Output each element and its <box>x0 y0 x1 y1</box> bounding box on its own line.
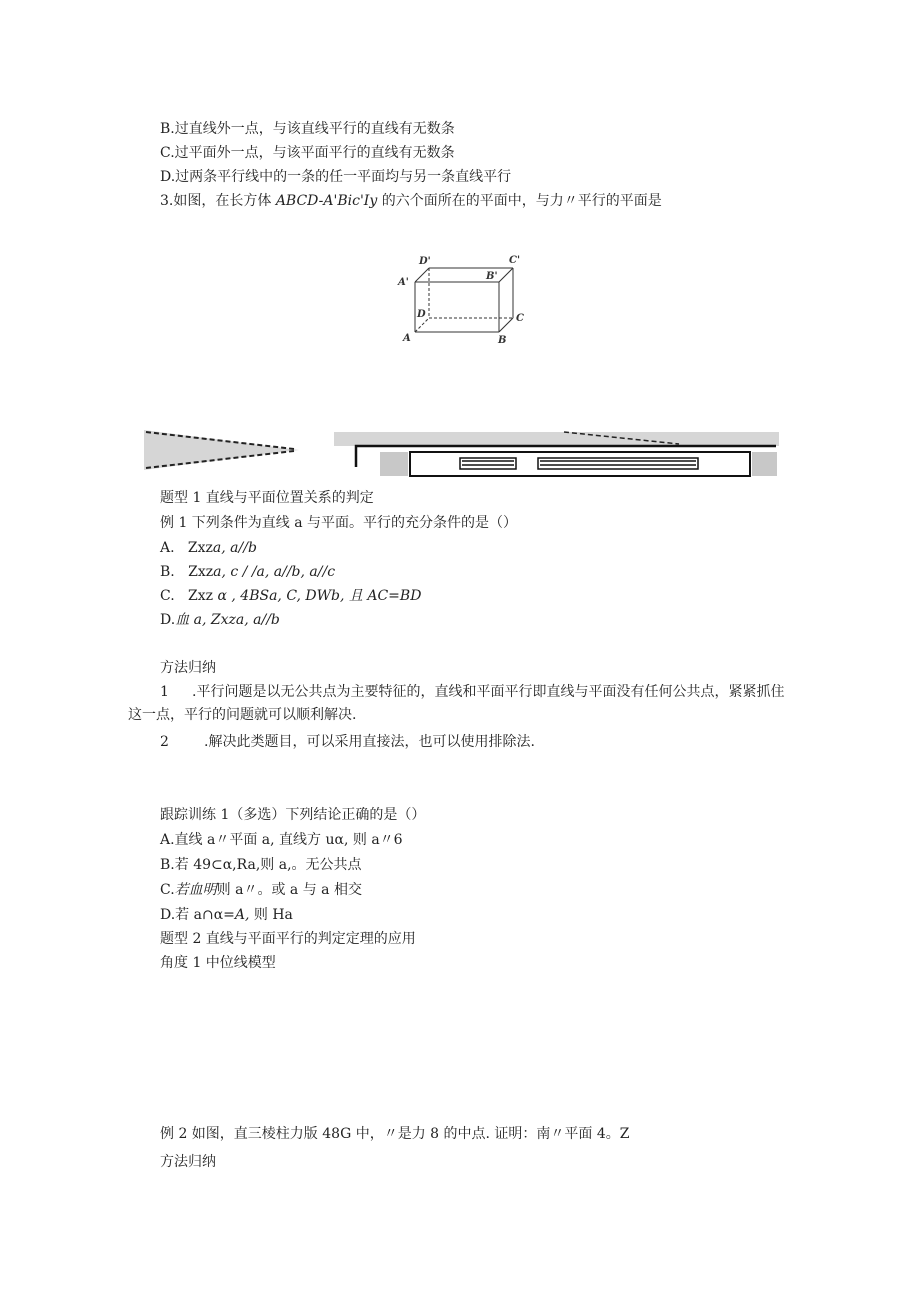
banner-left-wedge <box>144 430 299 470</box>
section-1-title: 题型 1 直线与平面位置关系的判定 <box>160 490 374 506</box>
example-1: 例 1 下列条件为直线 a 与平面。平行的充分条件的是（） <box>160 515 518 531</box>
label-a-prime: A' <box>398 277 409 288</box>
label-a: A <box>403 333 411 344</box>
method-1-title: 方法归纳 <box>160 660 216 676</box>
method-1-item-2 <box>128 731 788 754</box>
edge-bc <box>499 318 513 332</box>
option-expression: α , 4BSa, C, DWb, 且 AC=BD <box>217 588 422 604</box>
banner-right-block <box>752 452 777 476</box>
option-d-italic: A, <box>234 907 250 923</box>
option-lead: Zxz <box>187 540 213 556</box>
example-2: 例 2 如图，直三棱柱力版 48G 中，〃是力 8 的中点. 证明：南〃平面 4。Z <box>160 1126 630 1142</box>
banner-small-bar <box>460 458 516 469</box>
training-1-option-b: B.若 49⊂α,Ra,则 a,。无公共点 <box>160 857 362 873</box>
option-lead: Zxz <box>188 588 218 604</box>
example-1-option-b <box>160 563 335 581</box>
label-c: C <box>516 313 524 324</box>
option-label: A. <box>160 540 175 556</box>
option-expression: a, a//b <box>212 540 257 556</box>
edge-a1d1 <box>415 268 429 282</box>
option-label: D. <box>160 612 176 628</box>
option-b-top: B.过直线外一点，与该直线平行的直线有无数条 <box>160 121 455 137</box>
option-lead: Zxz <box>188 564 214 580</box>
label-c-prime: C' <box>509 255 521 266</box>
training-1-option-d <box>160 906 293 924</box>
label-d: D <box>417 309 426 320</box>
edge-b1c1 <box>499 268 513 282</box>
example-1-option-c <box>160 587 421 605</box>
banner-top-band <box>334 432 779 446</box>
option-c-italic: 若血明 <box>174 882 217 898</box>
label-b: B <box>498 335 507 346</box>
option-expression: a, c / /a, a//b, a//c <box>213 564 336 580</box>
example-1-option-a <box>160 539 257 557</box>
angle-1-title: 角度 1 中位线模型 <box>160 955 276 971</box>
training-1-option-c <box>160 881 362 899</box>
option-expression: 血 a, Zxza, a//b <box>175 612 280 628</box>
option-d-post: 则 Ha <box>249 907 293 923</box>
q3-suffix: 的六个面所在的平面中，与力〃平行的平面是 <box>377 193 662 209</box>
method-2-title: 方法归纳 <box>160 1154 216 1170</box>
banner-left-block <box>380 452 408 476</box>
q3-prefix: 3.如图，在长方体 <box>160 193 276 209</box>
option-c-top: C.过平面外一点，与该平面平行的直线有无数条 <box>160 145 455 161</box>
question-3 <box>160 192 662 210</box>
option-label: C. <box>160 588 175 604</box>
cuboid-figure <box>395 250 535 350</box>
option-c-pre: C. <box>160 882 175 898</box>
item-number: 2 <box>160 734 169 750</box>
label-d-prime: D' <box>419 256 431 267</box>
option-label: B. <box>160 564 175 580</box>
option-d-pre: D.若 a∩α= <box>160 907 235 923</box>
section-2-title: 题型 2 直线与平面平行的判定定理的应用 <box>160 931 416 947</box>
training-1-title: 跟踪训练 1（多选）下列结论正确的是（） <box>160 807 426 823</box>
option-d-top: D.过两条平行线中的一条的任一平面均与另一条直线平行 <box>160 169 512 185</box>
item-number: 1 <box>160 684 169 700</box>
decorative-banner <box>144 420 779 480</box>
example-1-option-d <box>160 611 280 629</box>
label-b-prime: B' <box>486 271 498 282</box>
edge-ad <box>415 318 429 332</box>
option-c-post: 则 a〃。或 a 与 a 相交 <box>216 882 362 898</box>
item-text: .平行问题是以无公共点为主要特征的，直线和平面平行即直线与平面没有任何公共点，紧紧抓住这一点，平行的问题就可以顺利解决. <box>128 684 785 723</box>
item-text: .解决此类题目，可以采用直接法，也可以使用排除法. <box>204 734 535 750</box>
training-1-option-a: A.直线 a〃平面 a, 直线方 uα, 则 a〃6 <box>160 832 403 848</box>
q3-italic: ABCD-A'Bic'Iy <box>275 193 378 209</box>
banner-long-bar <box>538 458 698 469</box>
method-1-item-1 <box>128 681 788 727</box>
